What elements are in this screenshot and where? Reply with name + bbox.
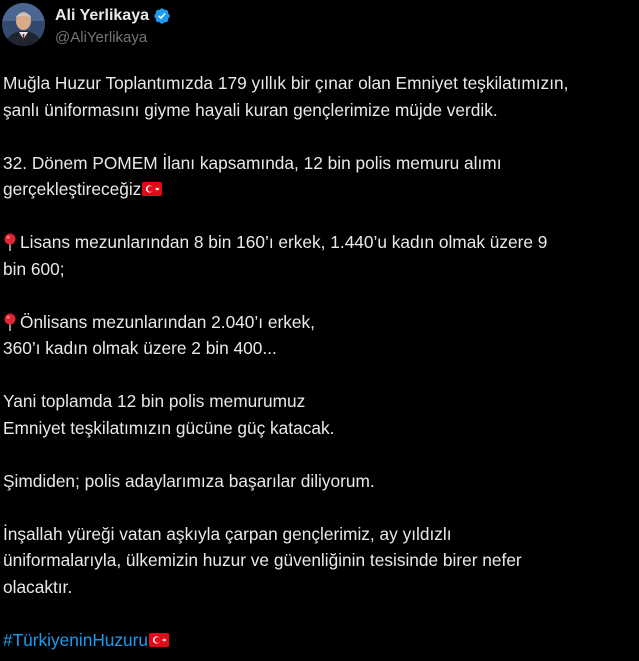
tweet-paragraph-6: Şimdiden; polis adaylarımıza başarılar diliyorum. [3, 470, 375, 491]
author-display-name[interactable]: Ali Yerlikaya [55, 7, 149, 24]
tweet-paragraph-3-text: Lisans mezunlarından 8 bin 160’ı erkek, 1.440’u kadın olmak üzere 9 bin 600; [3, 232, 548, 279]
tweet-paragraph-8 [3, 627, 637, 654]
tweet-text [3, 70, 637, 653]
tweet-paragraph-3 [3, 229, 637, 282]
author-name-row [55, 5, 171, 27]
avatar[interactable] [2, 3, 45, 46]
tweet-paragraph-2-text: 32. Dönem POMEM İlanı kapsamında, 12 bin polis memuru alımı gerçekleştireceğiz [3, 152, 502, 199]
author-handle[interactable]: @AliYerlikaya [55, 29, 148, 46]
turkey-flag-icon [149, 628, 169, 642]
tweet-paragraph-4-text: Önlisans mezunlarından 2.040’ı erkek, 360’ı kadın olmak üzere 2 bin 400... [3, 311, 315, 358]
hashtag-link[interactable]: #TürkiyeninHuzuru [3, 629, 149, 650]
tweet-paragraph-5: Yani toplamda 12 bin polis memurumuz Emniyet teşkilatımızın gücüne güç katacak. [3, 391, 335, 438]
tweet-paragraph-2 [3, 150, 637, 203]
tweet-paragraph-4 [3, 309, 637, 362]
verified-badge-icon [153, 7, 171, 25]
turkey-flag-icon [142, 177, 162, 191]
tweet-header [0, 0, 639, 60]
tweet-paragraph-7: İnşallah yüreği vatan aşkıyla çarpan gençlerimiz, ay yıldızlı üniformalarıyla, ülkemizin huzur ve güvenliğinin tesisinde birer nefer olacaktır. [3, 523, 522, 597]
round-pushpin-icon [3, 232, 17, 250]
tweet-paragraph-1: Muğla Huzur Toplantımızda 179 yıllık bir çınar olan Emniyet teşkilatımızın, şanlı üniformasını giyme hayali kuran gençlerimize müjde verdik. [3, 73, 569, 120]
round-pushpin-icon [3, 312, 17, 330]
